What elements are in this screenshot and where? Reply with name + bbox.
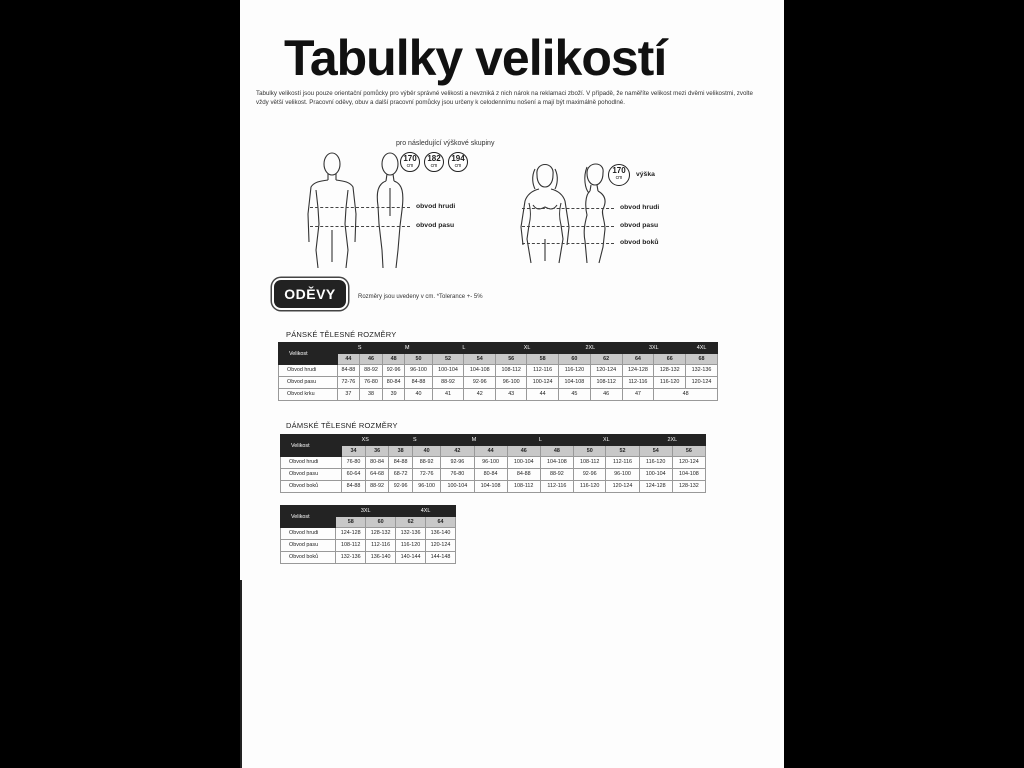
female-waist-line [522,226,614,227]
size-number-header: 56 [496,354,527,365]
size-number-header: 50 [573,446,606,457]
table-cell: 112-116 [366,540,396,552]
size-number-header: 44 [474,446,507,457]
size-number-header: 62 [396,517,426,528]
male-waist-label: obvod pasu [416,222,455,229]
table-cell: 108-112 [590,377,622,389]
size-number-header: 36 [365,446,389,457]
table-cell: 96-100 [496,377,527,389]
page-shadow-edge [240,580,242,768]
table-cell: 84-88 [342,481,366,493]
table-cell: 84-88 [337,365,360,377]
size-number-header: 64 [426,517,456,528]
row-label: Obvod pasu [281,540,336,552]
table-cell: 76-80 [441,469,474,481]
size-group-header: 4XL [396,506,456,517]
table-cell: 92-96 [441,457,474,469]
table-cell: 116-120 [654,377,686,389]
size-group-header: 4XL [686,343,718,354]
size-group-header: 2XL [559,343,623,354]
height-badge-182: 182 cm [424,152,444,172]
size-group-header: M [441,435,507,446]
table-cell: 96-100 [405,365,432,377]
women-size-table-extra [280,505,456,564]
table-cell: 88-92 [540,469,573,481]
table-cell: 112-116 [540,481,573,493]
table-cell: 60-64 [342,469,366,481]
size-group-header: M [382,343,432,354]
size-header-label: Velikost [281,435,342,457]
table-cell: 108-112 [573,457,606,469]
table-cell: 124-128 [336,528,366,540]
intro-text: Tabulky velikostí jsou pouze orientační pomůcky pro výběr správné velikosti a nevzniká z nich nárok na reklamaci zboží. V případě, že naměříte velikost mezi dvěmi velikostmi, zvolte vždy větší velikost. Pracovní oděvy, obuv a další pracovní pomůcky jsou určeny k celodennímu nošení a mají být maximálně pohodlné. [256,90,753,106]
table-cell: 116-120 [639,457,672,469]
female-height-badge: 170 cm [608,164,630,186]
table-cell: 64-68 [365,469,389,481]
table-cell: 100-104 [432,365,464,377]
size-group-header: XL [573,435,639,446]
size-group-header: 2XL [639,435,705,446]
size-number-header: 40 [412,446,440,457]
table-cell: 92-96 [389,481,413,493]
table-cell: 108-112 [336,540,366,552]
table-cell: 38 [360,389,383,401]
size-number-header: 48 [382,354,405,365]
table-cell: 140-144 [396,552,426,564]
table-cell: 80-84 [365,457,389,469]
table-cell: 39 [382,389,405,401]
table-cell: 80-84 [382,377,405,389]
size-group-header: L [432,343,496,354]
male-front-figure [302,150,362,268]
table-row [281,469,706,481]
size-group-header: XS [342,435,389,446]
table-cell: 124-128 [622,365,654,377]
table-cell: 92-96 [464,377,496,389]
size-number-header: 38 [389,446,413,457]
page-title: Tabulky velikostí [284,30,667,86]
table-cell: 104-108 [474,481,507,493]
table-row [281,552,456,564]
women-table-title: DÁMSKÉ TĚLESNÉ ROZMĚRY [286,421,398,430]
table-cell: 80-84 [474,469,507,481]
row-label: Obvod hrudi [281,457,342,469]
male-chest-line [310,207,410,208]
row-label: Obvod hrudi [281,528,336,540]
table-cell: 76-80 [342,457,366,469]
female-hip-label: obvod boků [620,239,659,246]
table-row [281,528,456,540]
table-cell: 100-104 [441,481,474,493]
female-height-label: výška [636,171,655,178]
table-row [279,389,718,401]
female-chest-label: obvod hrudi [620,204,660,211]
table-cell: 104-108 [672,469,705,481]
row-label: Obvod pasu [279,377,338,389]
size-number-header: 46 [507,446,540,457]
table-cell: 132-136 [396,528,426,540]
table-cell: 92-96 [573,469,606,481]
female-waist-label: obvod pasu [620,222,659,229]
table-cell: 45 [559,389,591,401]
table-cell: 104-108 [464,365,496,377]
table-cell: 92-96 [382,365,405,377]
table-cell: 84-88 [405,377,432,389]
table-cell: 84-88 [507,469,540,481]
table-cell: 104-108 [540,457,573,469]
table-cell: 96-100 [474,457,507,469]
table-cell: 128-132 [654,365,686,377]
table-cell: 46 [590,389,622,401]
row-label: Obvod krku [279,389,338,401]
table-cell: 43 [496,389,527,401]
table-cell: 88-92 [360,365,383,377]
size-number-header: 42 [441,446,474,457]
height-badge-170: 170 cm [400,152,420,172]
size-number-header: 68 [686,354,718,365]
size-number-header: 64 [622,354,654,365]
table-cell: 88-92 [432,377,464,389]
size-number-header: 60 [366,517,396,528]
size-number-header: 44 [337,354,360,365]
table-cell: 100-124 [527,377,559,389]
table-cell: 42 [464,389,496,401]
table-cell: 120-124 [426,540,456,552]
table-cell: 112-116 [622,377,654,389]
table-cell: 88-92 [365,481,389,493]
row-label: Obvod boků [281,481,342,493]
table-cell: 72-76 [337,377,360,389]
clothing-badge: ODĚVY [274,280,346,308]
table-cell: 120-124 [606,481,639,493]
size-number-header: 52 [432,354,464,365]
table-cell: 136-140 [366,552,396,564]
female-front-figure [515,155,575,265]
table-cell: 47 [622,389,654,401]
size-group-header: L [507,435,573,446]
size-group-header: 3XL [336,506,396,517]
size-group-header: 3XL [622,343,686,354]
document-page [240,0,784,768]
table-cell: 116-120 [559,365,591,377]
table-cell: 120-124 [590,365,622,377]
size-number-header: 60 [559,354,591,365]
table-row [279,377,718,389]
table-cell: 40 [405,389,432,401]
table-cell: 120-124 [686,377,718,389]
height-groups-label: pro následující výškové skupiny [396,140,495,147]
table-cell: 100-104 [639,469,672,481]
table-cell: 84-88 [389,457,413,469]
size-number-header: 54 [639,446,672,457]
size-number-header: 52 [606,446,639,457]
table-cell: 116-120 [573,481,606,493]
table-row [279,365,718,377]
table-cell: 116-120 [396,540,426,552]
female-chest-line [522,208,614,209]
table-cell: 68-72 [389,469,413,481]
table-cell: 132-136 [336,552,366,564]
table-cell: 136-140 [426,528,456,540]
row-label: Obvod boků [281,552,336,564]
size-number-header: 50 [405,354,432,365]
row-label: Obvod hrudi [279,365,338,377]
size-group-header: XL [496,343,559,354]
table-cell: 108-112 [507,481,540,493]
row-label: Obvod pasu [281,469,342,481]
table-cell: 48 [654,389,718,401]
men-size-table [278,342,718,401]
size-number-header: 66 [654,354,686,365]
female-hip-line [522,243,614,244]
size-number-header: 48 [540,446,573,457]
table-cell: 124-128 [639,481,672,493]
male-side-figure [370,150,410,268]
women-size-table [280,434,706,493]
table-cell: 72-76 [412,469,440,481]
table-cell: 120-124 [672,457,705,469]
table-cell: 96-100 [412,481,440,493]
size-group-header: S [337,343,382,354]
size-number-header: 62 [590,354,622,365]
table-cell: 108-112 [496,365,527,377]
table-cell: 76-80 [360,377,383,389]
size-number-header: 56 [672,446,705,457]
size-group-header: S [389,435,441,446]
height-badge-194: 194 cm [448,152,468,172]
size-number-header: 34 [342,446,366,457]
table-row [281,457,706,469]
table-row [281,481,706,493]
table-cell: 37 [337,389,360,401]
size-number-header: 58 [527,354,559,365]
male-waist-line [310,226,410,227]
table-cell: 128-132 [366,528,396,540]
table-cell: 112-116 [527,365,559,377]
table-cell: 132-136 [686,365,718,377]
table-cell: 41 [432,389,464,401]
table-cell: 112-116 [606,457,639,469]
table-cell: 104-108 [559,377,591,389]
size-header-label: Velikost [279,343,338,365]
table-cell: 100-104 [507,457,540,469]
men-table-title: PÁNSKÉ TĚLESNÉ ROZMĚRY [286,330,397,339]
table-cell: 44 [527,389,559,401]
table-row [281,540,456,552]
table-cell: 144-148 [426,552,456,564]
table-cell: 128-132 [672,481,705,493]
male-chest-label: obvod hrudi [416,203,456,210]
clothing-note: Rozměry jsou uvedeny v cm. *Tolerance +- 5% [358,294,483,300]
size-number-header: 54 [464,354,496,365]
table-cell: 88-92 [412,457,440,469]
size-number-header: 46 [360,354,383,365]
size-number-header: 58 [336,517,366,528]
size-header-label: Velikost [281,506,336,528]
table-cell: 96-100 [606,469,639,481]
